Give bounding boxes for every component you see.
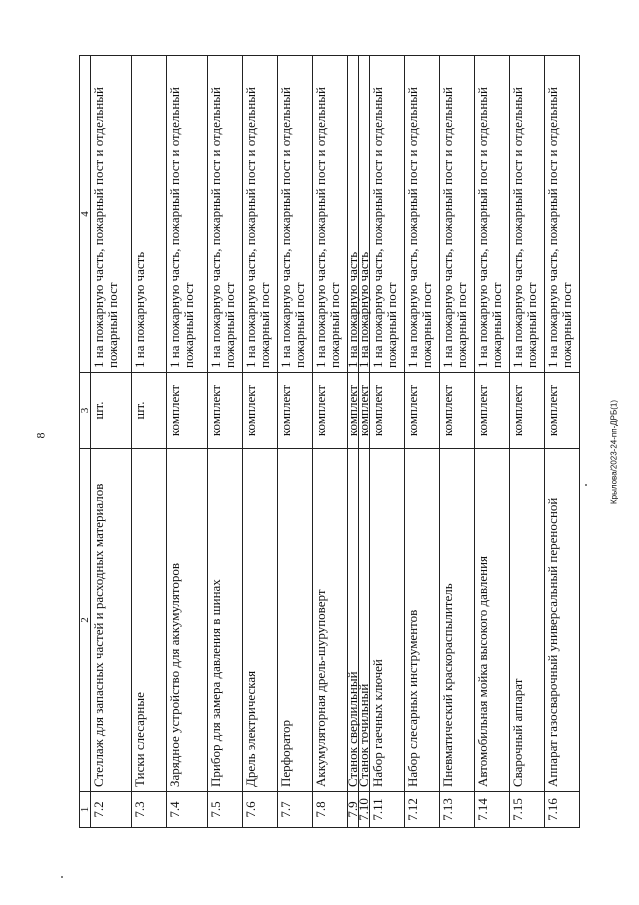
row-number: 7.11 bbox=[370, 792, 405, 828]
item-allocation: 1 на пожарную часть, пожарный пост и отдельный пожарный пост bbox=[277, 56, 312, 373]
item-name: Набор слесарных инструментов bbox=[405, 449, 440, 792]
item-allocation: 1 на пожарную часть, пожарный пост и отдельный пожарный пост bbox=[440, 56, 475, 373]
item-name: Зарядное устройство для аккумуляторов bbox=[167, 449, 208, 792]
item-allocation: 1 на пожарную часть, пожарный пост и отдельный пожарный пост bbox=[544, 56, 579, 373]
row-number: 7.14 bbox=[475, 792, 510, 828]
document-code: Крылова/2023-24-пп-ДРБ(1) bbox=[609, 399, 619, 505]
table-row bbox=[405, 56, 440, 828]
row-number: 7.4 bbox=[167, 792, 208, 828]
item-unit: комплект bbox=[243, 373, 278, 449]
item-unit: комплект bbox=[312, 373, 347, 449]
table-row bbox=[370, 56, 405, 828]
item-unit: комплект bbox=[440, 373, 475, 449]
item-name: Станок точильный bbox=[359, 449, 370, 792]
row-number: 7.5 bbox=[208, 792, 243, 828]
item-unit: шт. bbox=[91, 373, 132, 449]
item-allocation: 1 на пожарную часть, пожарный пост и отдельный пожарный пост bbox=[243, 56, 278, 373]
table-row bbox=[312, 56, 347, 828]
item-name: Стеллаж для запасных частей и расходных материалов bbox=[91, 449, 132, 792]
item-allocation: 1 на пожарную часть, пожарный пост и отдельный пожарный пост bbox=[405, 56, 440, 373]
item-allocation: 1 на пожарную часть, пожарный пост и отдельный пожарный пост bbox=[510, 56, 545, 373]
item-unit: комплект bbox=[208, 373, 243, 449]
row-number: 7.15 bbox=[510, 792, 545, 828]
row-number: 7.6 bbox=[243, 792, 278, 828]
row-number: 7.9 bbox=[347, 792, 358, 828]
column-header: 2 bbox=[80, 449, 91, 792]
row-number: 7.13 bbox=[440, 792, 475, 828]
item-name: Пневматический краскораспылитель bbox=[440, 449, 475, 792]
item-name: Дрель электрическая bbox=[243, 449, 278, 792]
item-allocation: 1 на пожарную часть bbox=[359, 56, 370, 373]
row-number: 7.3 bbox=[132, 792, 167, 828]
item-allocation: 1 на пожарную часть bbox=[347, 56, 358, 373]
item-unit: комплект bbox=[405, 373, 440, 449]
item-name: Набор гаечных ключей bbox=[370, 449, 405, 792]
item-name: Автомобильная мойка высокого давления bbox=[475, 449, 510, 792]
scan-speck bbox=[585, 484, 587, 486]
item-allocation: 1 на пожарную часть bbox=[132, 56, 167, 373]
table-row bbox=[243, 56, 278, 828]
item-name: Станок сверлильный bbox=[347, 449, 358, 792]
table-row bbox=[510, 56, 545, 828]
table-row bbox=[440, 56, 475, 828]
row-number: 7.8 bbox=[312, 792, 347, 828]
row-number: 7.2 bbox=[91, 792, 132, 828]
row-number: 7.7 bbox=[277, 792, 312, 828]
item-allocation: 1 на пожарную часть, пожарный пост и отдельный пожарный пост bbox=[167, 56, 208, 373]
equipment-table bbox=[79, 55, 580, 828]
item-allocation: 1 на пожарную часть, пожарный пост и отдельный пожарный пост bbox=[208, 56, 243, 373]
item-unit: комплект bbox=[277, 373, 312, 449]
scan-speck bbox=[61, 876, 63, 878]
column-header: 3 bbox=[80, 373, 91, 449]
item-unit: шт. bbox=[132, 373, 167, 449]
table-header-row bbox=[80, 56, 91, 828]
item-unit: комплект bbox=[475, 373, 510, 449]
item-name: Аппарат газосварочный универсальный переносной bbox=[544, 449, 579, 792]
table-row bbox=[277, 56, 312, 828]
table-row bbox=[208, 56, 243, 828]
table-frame bbox=[79, 56, 580, 828]
table-row bbox=[359, 56, 370, 828]
item-unit: комплект bbox=[544, 373, 579, 449]
item-name: Прибор для замера давления в шинах bbox=[208, 449, 243, 792]
row-number: 7.12 bbox=[405, 792, 440, 828]
item-name: Тиски слесарные bbox=[132, 449, 167, 792]
item-unit: комплект bbox=[359, 373, 370, 449]
row-number: 7.16 bbox=[544, 792, 579, 828]
item-name: Сварочный аппарат bbox=[510, 449, 545, 792]
item-unit: комплект bbox=[347, 373, 358, 449]
table-row bbox=[475, 56, 510, 828]
table-row bbox=[132, 56, 167, 828]
column-header: 4 bbox=[80, 56, 91, 373]
row-number: 7.10 bbox=[359, 792, 370, 828]
table-row bbox=[544, 56, 579, 828]
item-unit: комплект bbox=[370, 373, 405, 449]
item-name: Перфоратор bbox=[277, 449, 312, 792]
column-header: 1 bbox=[80, 792, 91, 828]
table-row bbox=[167, 56, 208, 828]
item-unit: комплект bbox=[167, 373, 208, 449]
item-allocation: 1 на пожарную часть, пожарный пост и отдельный пожарный пост bbox=[91, 56, 132, 373]
item-allocation: 1 на пожарную часть, пожарный пост и отдельный пожарный пост bbox=[370, 56, 405, 373]
item-name: Аккумуляторная дрель-шуруповерт bbox=[312, 449, 347, 792]
item-allocation: 1 на пожарную часть, пожарный пост и отдельный пожарный пост bbox=[475, 56, 510, 373]
table-row bbox=[91, 56, 132, 828]
item-allocation: 1 на пожарную часть, пожарный пост и отдельный пожарный пост bbox=[312, 56, 347, 373]
item-unit: комплект bbox=[510, 373, 545, 449]
page-number: 8 bbox=[33, 432, 48, 439]
